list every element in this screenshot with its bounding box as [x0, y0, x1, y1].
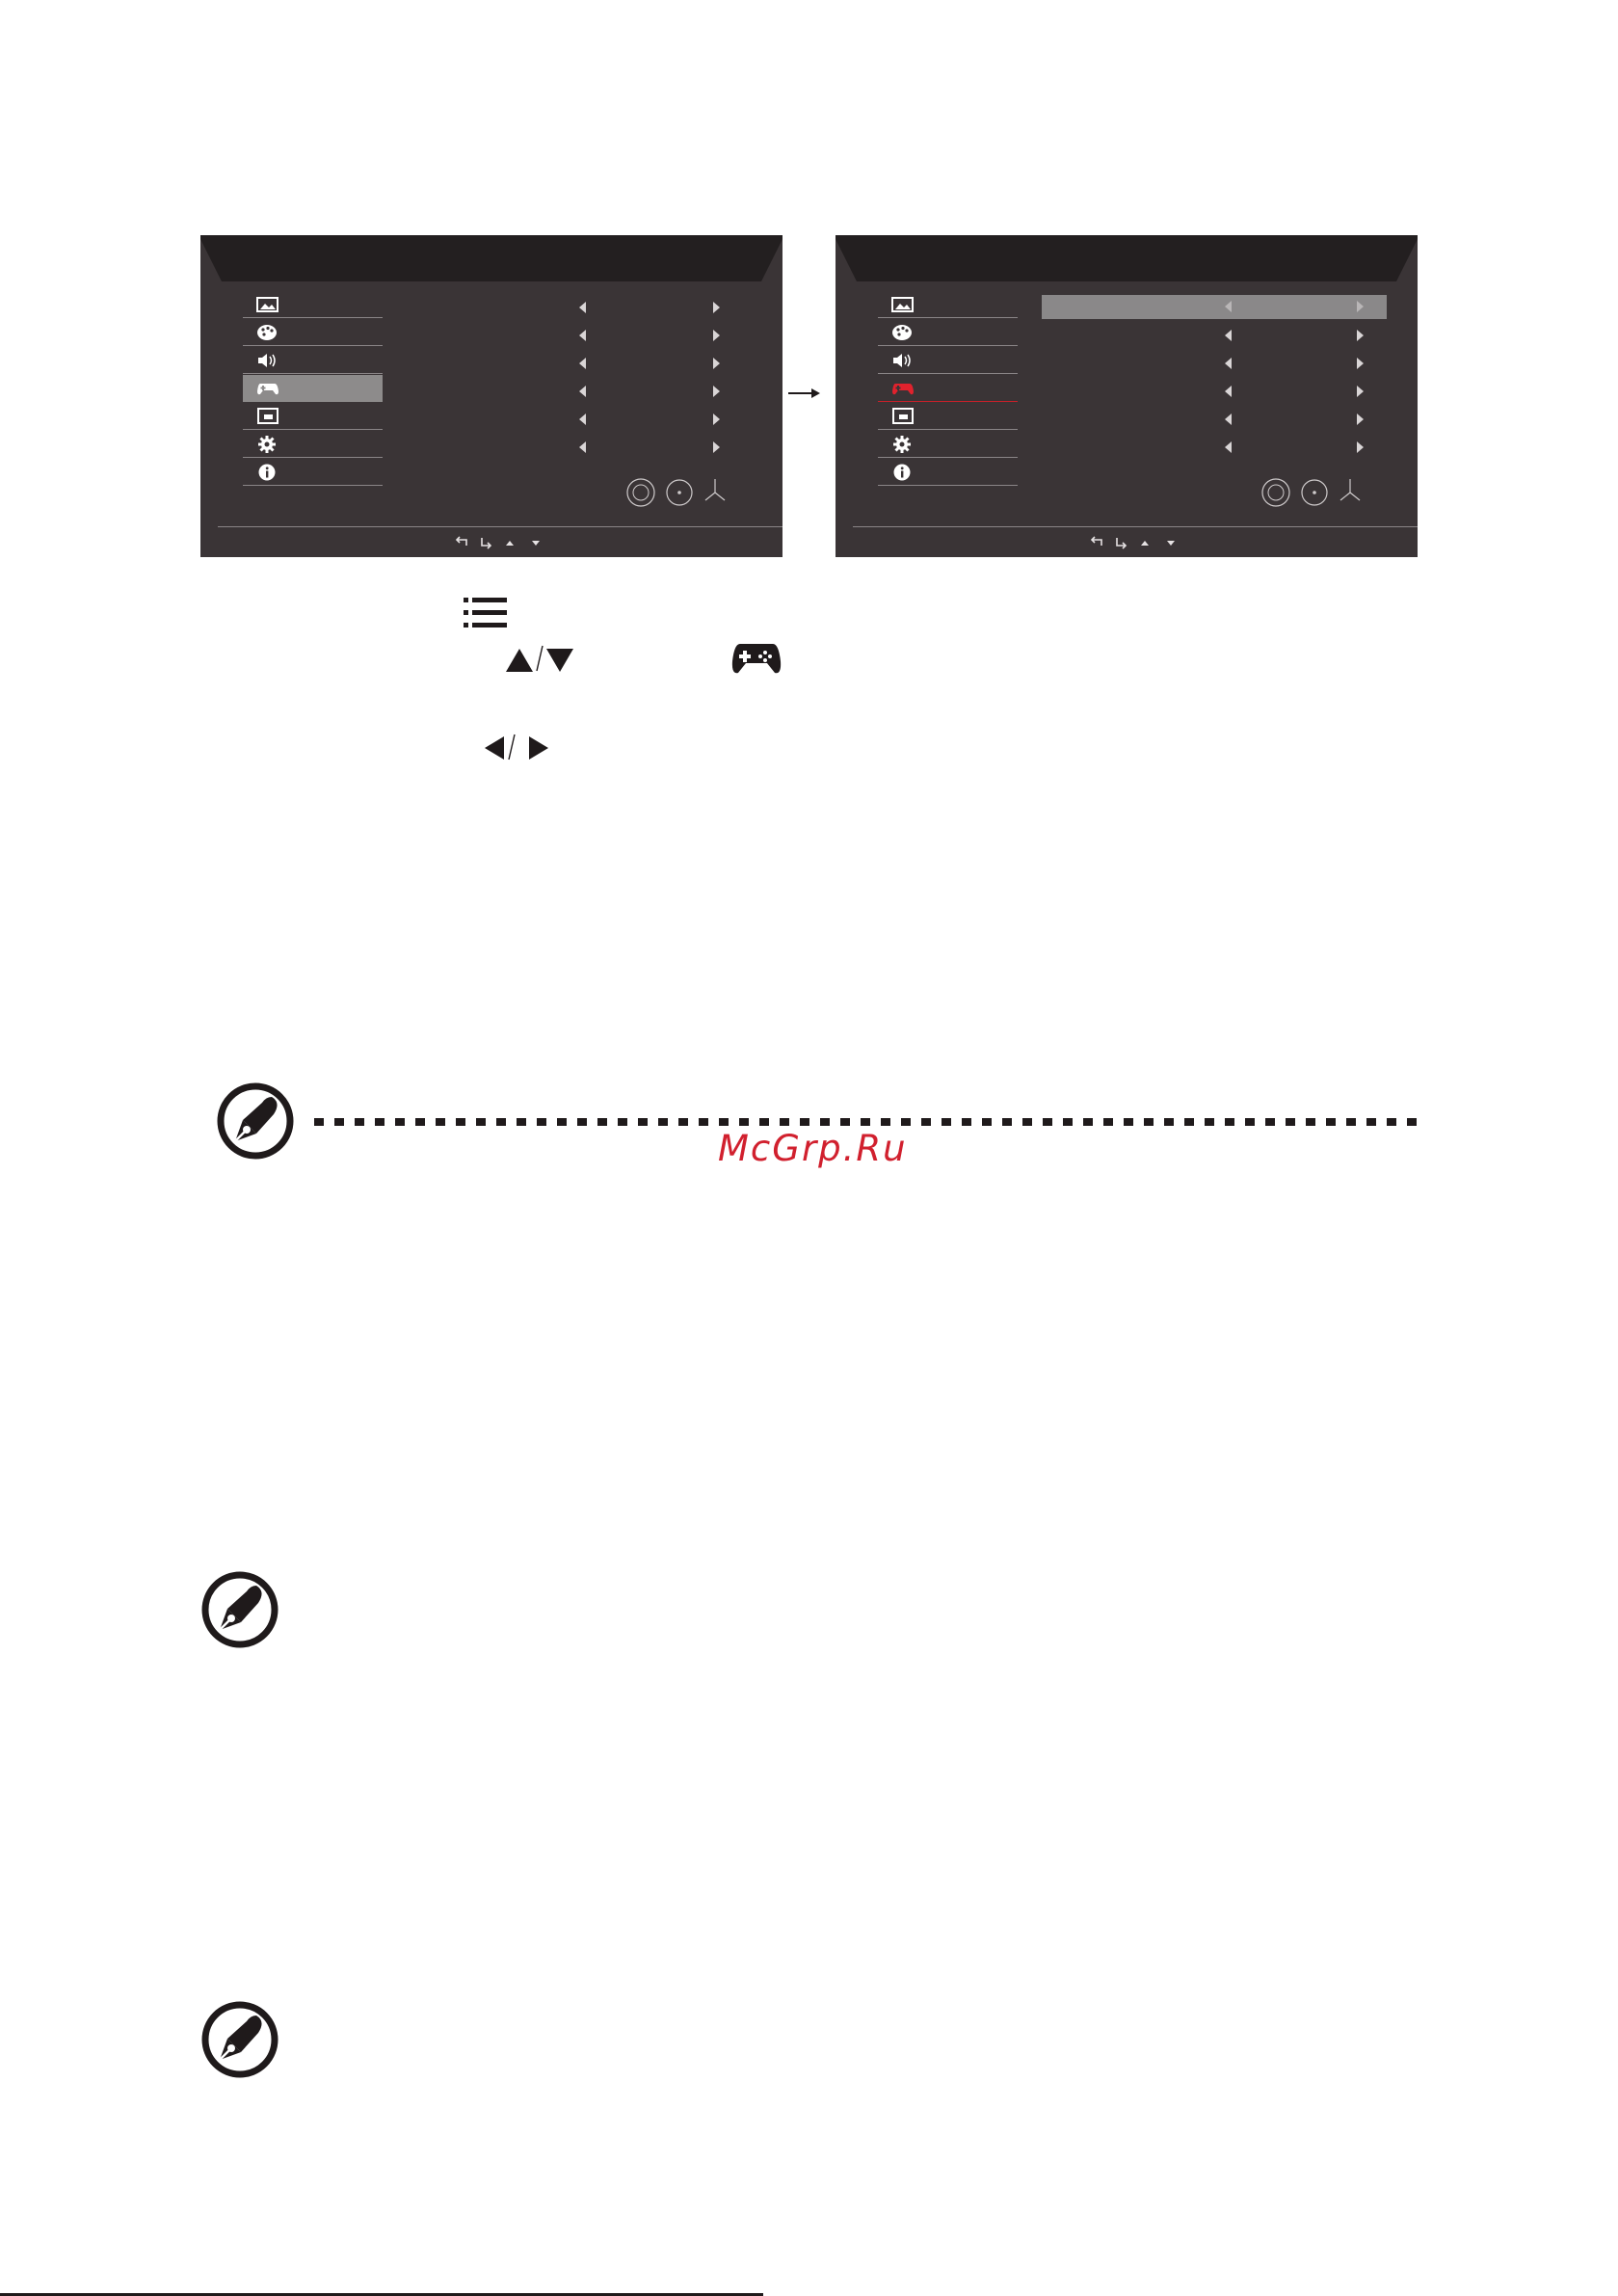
speaker-icon	[255, 352, 280, 369]
info-icon	[255, 464, 280, 481]
dial-center-icon	[1302, 480, 1327, 505]
nav-down-icon	[1167, 541, 1175, 546]
triangle-down-icon	[545, 648, 574, 673]
picture-icon	[890, 296, 915, 313]
pip-window-icon	[890, 408, 915, 425]
arrow-right-icon[interactable]	[1357, 301, 1364, 312]
arrow-left-icon[interactable]	[1225, 358, 1232, 369]
enter-icon	[1117, 538, 1126, 548]
arrow-right-icon[interactable]	[1357, 358, 1364, 369]
menu-list-icon	[463, 596, 509, 630]
picture-icon	[255, 296, 280, 313]
transition-arrow-icon	[788, 386, 821, 401]
osd-divider	[853, 526, 1418, 527]
osd-header-bar	[200, 235, 782, 281]
back-icon	[457, 537, 466, 546]
back-icon	[1092, 537, 1101, 546]
gear-icon	[255, 436, 280, 453]
setting-row[interactable]	[576, 379, 740, 407]
arrow-right-icon[interactable]	[1357, 414, 1364, 425]
arrow-left-icon[interactable]	[579, 386, 586, 397]
setting-row[interactable]	[576, 435, 740, 463]
setting-row[interactable]	[1042, 351, 1387, 379]
note-pen-icon	[214, 1080, 297, 1162]
setting-row[interactable]	[576, 323, 740, 351]
arrow-left-icon[interactable]	[579, 302, 586, 313]
speaker-icon	[890, 352, 915, 369]
note-dotted-divider	[314, 1118, 1422, 1126]
color-palette-icon	[255, 324, 280, 341]
setting-row[interactable]	[1042, 435, 1387, 463]
arrow-left-icon[interactable]	[1225, 414, 1232, 425]
slash-separator	[508, 733, 516, 761]
arrow-right-icon[interactable]	[713, 441, 720, 453]
slash-separator	[536, 644, 544, 673]
sidebar-item-audio[interactable]	[878, 347, 1018, 374]
gamepad-icon	[255, 380, 280, 397]
arrow-left-icon[interactable]	[1225, 330, 1232, 341]
setting-row[interactable]	[576, 351, 740, 379]
arrow-left-icon[interactable]	[1225, 301, 1232, 312]
setting-row[interactable]	[1042, 379, 1387, 407]
sidebar-item-audio[interactable]	[243, 347, 383, 374]
triangle-right-icon	[528, 735, 549, 761]
note-pen-icon	[199, 1998, 281, 2081]
watermark: McGrp.Ru	[718, 1128, 908, 1169]
sidebar-item-gaming[interactable]	[243, 375, 383, 402]
tri-axis-icon	[1340, 479, 1360, 500]
gamepad-icon	[890, 380, 915, 397]
arrow-right-icon[interactable]	[1357, 386, 1364, 397]
arrow-left-icon[interactable]	[579, 414, 586, 425]
setting-row[interactable]	[576, 295, 740, 323]
sidebar-item-color[interactable]	[243, 319, 383, 346]
arrow-right-icon[interactable]	[1357, 330, 1364, 341]
joystick-dial-icon	[1262, 479, 1289, 506]
osd-divider	[218, 526, 782, 527]
nav-up-icon	[506, 541, 514, 546]
pip-window-icon	[255, 408, 280, 425]
sidebar-item-info[interactable]	[243, 459, 383, 486]
arrow-right-icon[interactable]	[713, 414, 720, 425]
setting-row[interactable]	[1042, 323, 1387, 351]
triangle-left-icon	[484, 735, 505, 761]
arrow-left-icon[interactable]	[579, 441, 586, 453]
info-icon	[890, 464, 915, 481]
color-palette-icon	[890, 324, 915, 341]
osd-dial-indicators	[1260, 474, 1385, 511]
osd-screenshot-left	[200, 235, 782, 557]
sidebar-item-gaming[interactable]	[878, 375, 1018, 402]
arrow-left-icon[interactable]	[1225, 441, 1232, 453]
sidebar-item-color[interactable]	[878, 319, 1018, 346]
setting-row[interactable]	[1042, 407, 1387, 435]
osd-nav-keys	[1086, 532, 1202, 553]
osd-sidebar	[243, 291, 383, 487]
arrow-left-icon[interactable]	[579, 358, 586, 369]
nav-down-icon	[532, 541, 540, 546]
arrow-right-icon[interactable]	[713, 358, 720, 369]
arrow-right-icon[interactable]	[713, 302, 720, 313]
gear-icon	[890, 436, 915, 453]
sidebar-item-system[interactable]	[243, 431, 383, 458]
setting-row-selected[interactable]	[1042, 295, 1387, 319]
gamepad-icon	[730, 638, 782, 679]
osd-setting-rows	[576, 295, 740, 463]
arrow-right-icon[interactable]	[713, 386, 720, 397]
osd-nav-keys	[451, 532, 567, 553]
tri-axis-icon	[705, 479, 725, 500]
dial-center-icon	[667, 480, 692, 505]
osd-setting-rows	[1042, 295, 1387, 463]
arrow-left-icon[interactable]	[1225, 386, 1232, 397]
sidebar-item-system[interactable]	[878, 431, 1018, 458]
sidebar-item-info[interactable]	[878, 459, 1018, 486]
sidebar-item-picture[interactable]	[878, 291, 1018, 318]
nav-up-icon	[1141, 541, 1149, 546]
osd-header-bar	[836, 235, 1418, 281]
joystick-dial-icon	[627, 479, 654, 506]
setting-row[interactable]	[576, 407, 740, 435]
arrow-right-icon[interactable]	[713, 330, 720, 341]
osd-dial-indicators	[624, 474, 750, 511]
enter-icon	[482, 538, 491, 548]
sidebar-item-picture[interactable]	[243, 291, 383, 318]
arrow-right-icon[interactable]	[1357, 441, 1364, 453]
arrow-left-icon[interactable]	[579, 330, 586, 341]
sidebar-item-pip[interactable]	[243, 403, 383, 430]
triangle-up-icon	[505, 648, 534, 673]
osd-screenshot-right	[836, 235, 1418, 557]
osd-sidebar	[878, 291, 1018, 487]
sidebar-item-pip[interactable]	[878, 403, 1018, 430]
note-pen-icon	[199, 1568, 281, 1651]
